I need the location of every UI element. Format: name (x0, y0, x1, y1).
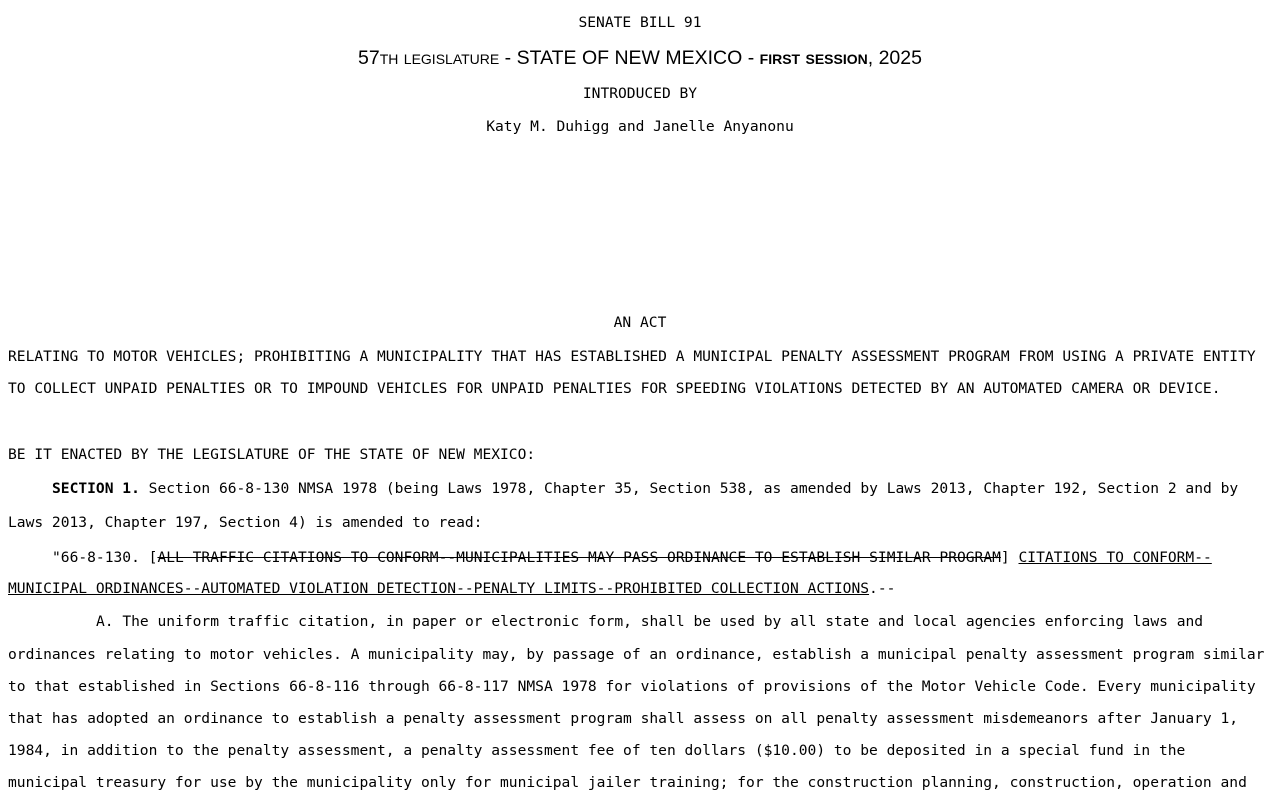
bill-title: SENATE BILL 91 (578, 14, 702, 31)
legislature-dash-1: - (499, 47, 517, 69)
session-label: first session (759, 47, 868, 69)
deleted-heading: ALL TRAFFIC CITATIONS TO CONFORM--MUNICIPALITIES MAY PASS ORDINANCE TO ESTABLISH SIMILAR PROGRAM (157, 549, 1001, 566)
section-1-line-2: Laws 2013, Chapter 197, Section 4) is amended to read: (8, 514, 483, 531)
subsection-a-line-6: municipal treasury for use by the municipality only for municipal jailer training; for the construction planning, construction, operation and (8, 774, 1247, 791)
section-1-text: Section 66-8-130 NMSA 1978 (being Laws 1978, Chapter 35, Section 538, as amended by Laws 2013, Chapter 192, Section 2 and by (139, 480, 1239, 497)
legislature-label: th legislature (379, 47, 500, 69)
introduced-by: INTRODUCED BY (582, 85, 698, 102)
subsection-a-line-5: 1984, in addition to the penalty assessment, a penalty assessment fee of ten dollars ($10.00) to be deposited in a special fund in the (8, 742, 1186, 759)
new-heading-part-1: CITATIONS TO CONFORM-- (1018, 549, 1212, 566)
enacting-clause: BE IT ENACTED BY THE LEGISLATURE OF THE STATE OF NEW MEXICO: (8, 446, 536, 463)
state-name: STATE OF NEW MEXICO (516, 47, 743, 69)
sponsors: Katy M. Duhigg and Janelle Anyanonu (486, 118, 794, 135)
legislature-number: 57 (358, 47, 380, 69)
session-year: , 2025 (867, 47, 922, 69)
legislature-dash-2: - (742, 47, 760, 69)
section-heading-line-1 (52, 551, 1212, 566)
subsection-a-line-2: ordinances relating to motor vehicles. A municipality may, by passage of an ordinance, establish a municipal penalty assessment program similar (8, 646, 1265, 663)
bracket-close: ] (1000, 549, 1019, 566)
legislature-line (0, 49, 1280, 69)
new-heading-part-2: MUNICIPAL ORDINANCES--AUTOMATED VIOLATION DETECTION--PENALTY LIMITS--PROHIBITED COLLECTION ACTIONS (8, 580, 870, 597)
section-label: SECTION 1. (52, 480, 140, 497)
subsection-a-line-4: that has adopted an ordinance to establish a penalty assessment program shall assess on all penalty assessment misdemeanors after January 1, (8, 710, 1239, 727)
section-1-line-1 (52, 482, 1238, 497)
subsection-a-line-1: A. The uniform traffic citation, in paper or electronic form, shall be used by all state and local agencies enforcing laws and (96, 613, 1204, 630)
act-heading: AN ACT (613, 314, 667, 331)
subsection-a-line-3: to that established in Sections 66-8-116 through 66-8-117 NMSA 1978 for violations of provisions of the Motor Vehicle Code. Every municipality (8, 678, 1256, 695)
section-heading-line-2 (8, 582, 895, 597)
section-number-quote: "66-8-130. [ (52, 549, 158, 566)
act-title-line-1: RELATING TO MOTOR VEHICLES; PROHIBITING A MUNICIPALITY THAT HAS ESTABLISHED A MUNICIPAL PENALTY ASSESSMENT PROGRAM FROM USING A PRIVATE ENTITY (8, 348, 1256, 365)
heading-end: .-- (869, 580, 896, 597)
act-title-line-2: TO COLLECT UNPAID PENALTIES OR TO IMPOUND VEHICLES FOR UNPAID PENALTIES FOR SPEEDING VIOLATIONS DETECTED BY AN AUTOMATED CAMERA OR DEVICE. (8, 380, 1221, 397)
